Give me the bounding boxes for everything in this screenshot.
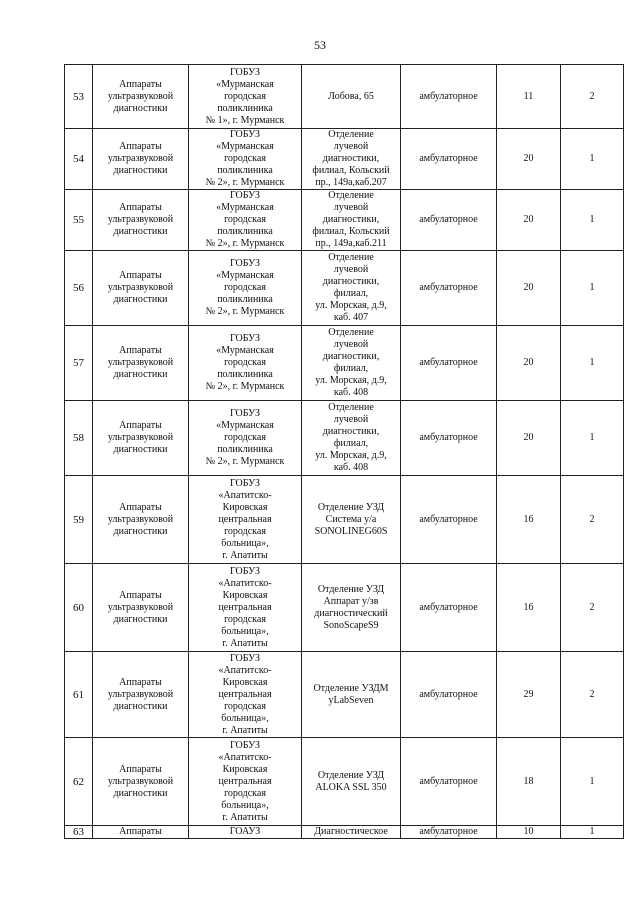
table-row [65,251,624,326]
organization-cell: ГОБУЗ «Апатитско- Кировская центральная городская больница», г. Апатиты [189,564,302,652]
count-cell: 20 [497,251,561,326]
row-number-cell: 57 [65,326,93,401]
shift-cell: 2 [561,65,624,129]
care-type-cell: амбулаторное [401,326,497,401]
row-number-cell: 53 [65,65,93,129]
table-row [65,190,624,251]
row-number-cell: 58 [65,401,93,476]
shift-cell: 2 [561,652,624,738]
location-cell: Отделение лучевой диагностики, филиал, Кольский пр., 149а,каб.211 [302,190,401,251]
table-row [65,564,624,652]
organization-cell: ГОБУЗ «Мурманская городская поликлиника № 2», г. Мурманск [189,129,302,190]
table-row [65,738,624,826]
care-type-cell: амбулаторное [401,826,497,839]
care-type-cell: амбулаторное [401,65,497,129]
equipment-cell: Аппараты ультразвуковой диагностики [93,476,189,564]
organization-cell: ГОБУЗ «Мурманская городская поликлиника № 2», г. Мурманск [189,326,302,401]
location-cell: Отделение лучевой диагностики, филиал, ул. Морская, д.9, каб. 408 [302,401,401,476]
care-type-cell: амбулаторное [401,738,497,826]
row-number-cell: 55 [65,190,93,251]
equipment-cell: Аппараты [93,826,189,839]
count-cell: 20 [497,190,561,251]
shift-cell: 1 [561,326,624,401]
equipment-cell: Аппараты ультразвуковой диагностики [93,190,189,251]
count-cell: 20 [497,401,561,476]
location-cell: Лобова, 65 [302,65,401,129]
care-type-cell: амбулаторное [401,251,497,326]
equipment-cell: Аппараты ультразвуковой диагностики [93,738,189,826]
page-number: 53 [314,38,326,52]
equipment-cell: Аппараты ультразвуковой диагностики [93,251,189,326]
care-type-cell: амбулаторное [401,476,497,564]
equipment-cell: Аппараты ультразвуковой диагностики [93,326,189,401]
care-type-cell: амбулаторное [401,401,497,476]
row-number-cell: 60 [65,564,93,652]
organization-cell: ГОБУЗ «Мурманская городская поликлиника № 2», г. Мурманск [189,190,302,251]
count-cell: 10 [497,826,561,839]
organization-cell: ГОБУЗ «Мурманская городская поликлиника № 1», г. Мурманск [189,65,302,129]
row-number-cell: 61 [65,652,93,738]
count-cell: 20 [497,326,561,401]
row-number-cell: 54 [65,129,93,190]
equipment-cell: Аппараты ультразвуковой диагностики [93,65,189,129]
shift-cell: 1 [561,129,624,190]
count-cell: 18 [497,738,561,826]
shift-cell: 2 [561,564,624,652]
table-row [65,652,624,738]
table-row [65,826,624,839]
location-cell: Отделение УЗДМ yLabSeven [302,652,401,738]
count-cell: 16 [497,476,561,564]
location-cell: Отделение УЗД Аппарат у/зв диагностический SonoScapeS9 [302,564,401,652]
location-cell: Отделение УЗД Система у/а SONOLINEG60S [302,476,401,564]
shift-cell: 1 [561,738,624,826]
care-type-cell: амбулаторное [401,564,497,652]
location-cell: Отделение лучевой диагностики, филиал, ул. Морская, д.9, каб. 408 [302,326,401,401]
organization-cell: ГОБУЗ «Мурманская городская поликлиника № 2», г. Мурманск [189,251,302,326]
count-cell: 29 [497,652,561,738]
shift-cell: 1 [561,190,624,251]
table-body [65,65,624,839]
care-type-cell: амбулаторное [401,190,497,251]
location-cell: Отделение лучевой диагностики, филиал, Кольский пр., 149а,каб.207 [302,129,401,190]
table-row [65,65,624,129]
shift-cell: 2 [561,476,624,564]
shift-cell: 1 [561,826,624,839]
row-number-cell: 56 [65,251,93,326]
equipment-cell: Аппараты ультразвуковой диагностики [93,652,189,738]
location-cell: Отделение УЗД ALOKA SSL 350 [302,738,401,826]
equipment-cell: Аппараты ультразвуковой диагностики [93,564,189,652]
table-row [65,129,624,190]
count-cell: 16 [497,564,561,652]
shift-cell: 1 [561,401,624,476]
location-cell: Отделение лучевой диагностики, филиал, ул. Морская, д.9, каб. 407 [302,251,401,326]
shift-cell: 1 [561,251,624,326]
care-type-cell: амбулаторное [401,129,497,190]
row-number-cell: 63 [65,826,93,839]
row-number-cell: 59 [65,476,93,564]
equipment-table [64,64,624,839]
organization-cell: ГОБУЗ «Апатитско- Кировская центральная городская больница», г. Апатиты [189,652,302,738]
organization-cell: ГОАУЗ [189,826,302,839]
count-cell: 11 [497,65,561,129]
care-type-cell: амбулаторное [401,652,497,738]
organization-cell: ГОБУЗ «Апатитско- Кировская центральная городская больница», г. Апатиты [189,738,302,826]
equipment-cell: Аппараты ультразвуковой диагностики [93,129,189,190]
count-cell: 20 [497,129,561,190]
table-row [65,326,624,401]
organization-cell: ГОБУЗ «Апатитско- Кировская центральная городская больница», г. Апатиты [189,476,302,564]
row-number-cell: 62 [65,738,93,826]
equipment-cell: Аппараты ультразвуковой диагностики [93,401,189,476]
table-row [65,476,624,564]
location-cell: Диагностическое [302,826,401,839]
table-row [65,401,624,476]
organization-cell: ГОБУЗ «Мурманская городская поликлиника № 2», г. Мурманск [189,401,302,476]
